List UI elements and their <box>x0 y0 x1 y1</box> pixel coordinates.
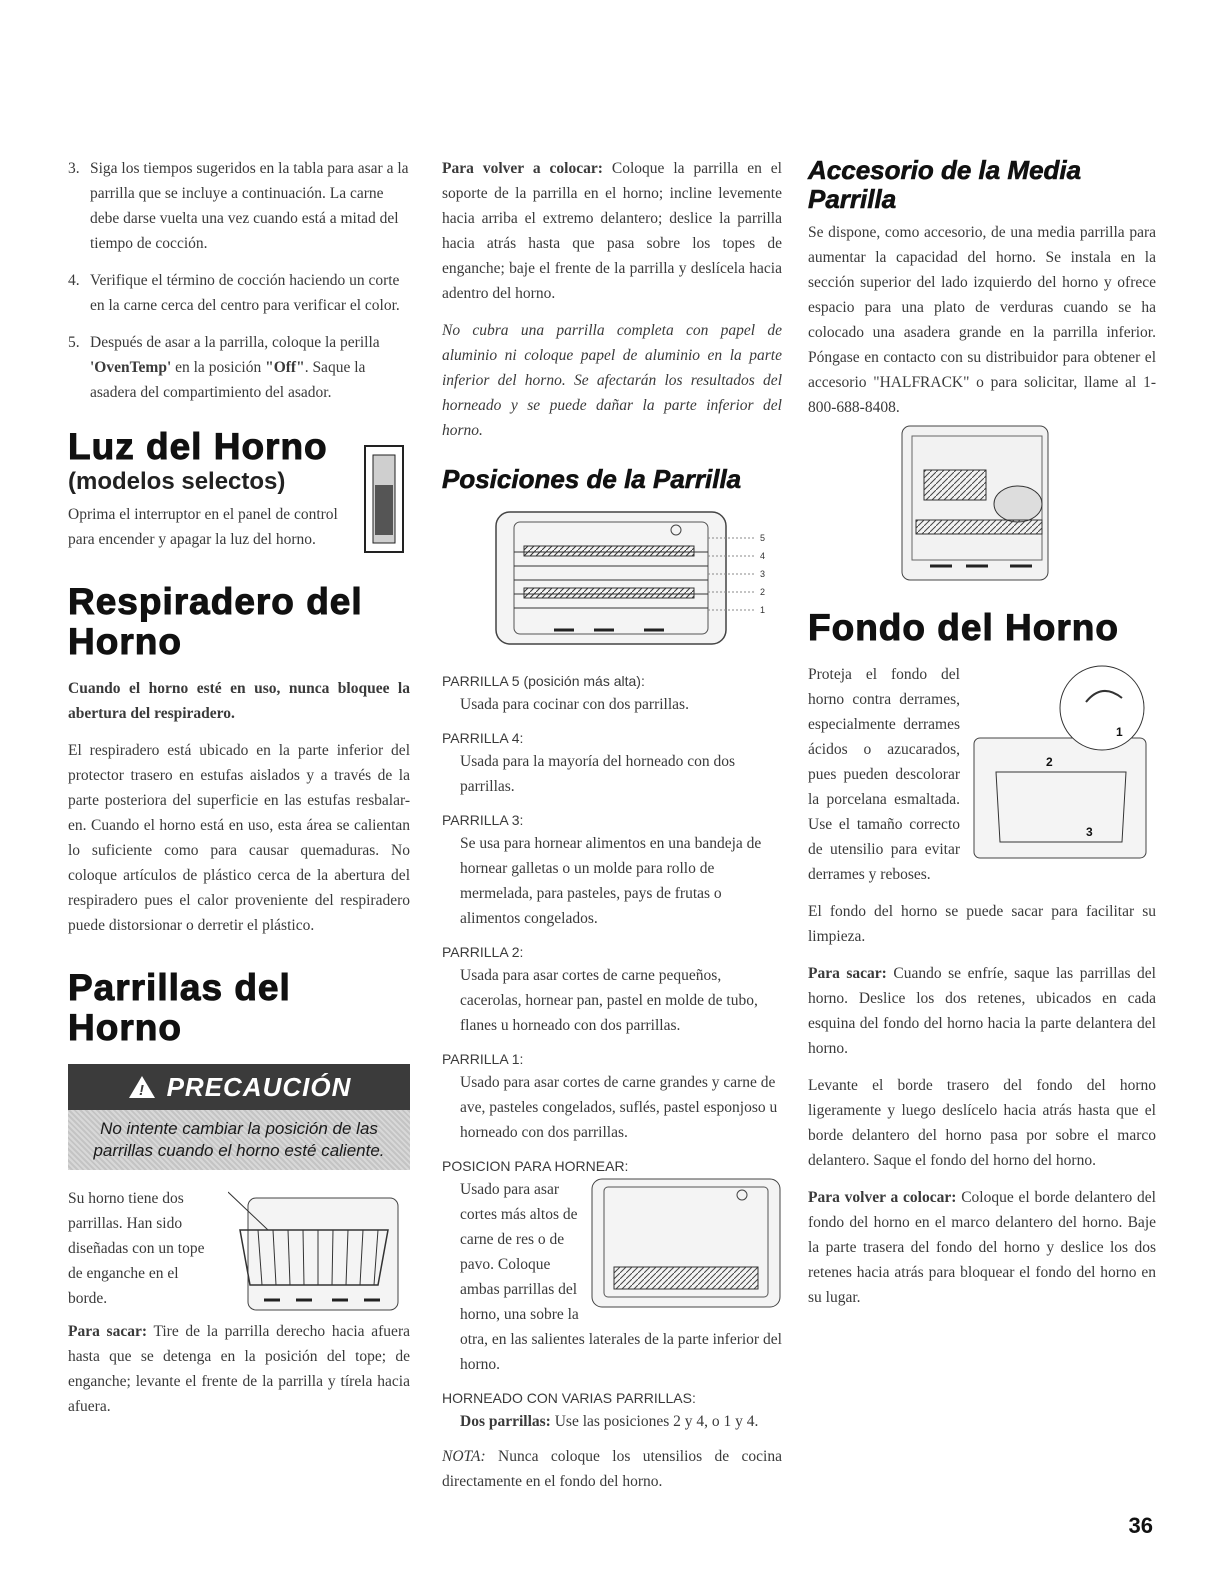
light-switch-icon <box>364 445 404 553</box>
callout-2: 2 <box>1046 755 1053 769</box>
step-number: 4. <box>68 272 80 289</box>
respiradero-lead: Cuando el horno esté en uso, nunca bloquee la abertura del respiradero. <box>68 680 410 722</box>
posiciones-title: Posiciones de la Parrilla <box>442 464 742 494</box>
foil-warning: No cubra una parrilla completa con papel de aluminio ni coloque papel de aluminio en la parte inferior del horno. Se afectarán los resultados del horneado y se puede dañar la parte inferior del horno. <box>442 322 782 439</box>
rack-position-4: 4 <box>760 551 766 561</box>
nota-paragraph: NOTA: Nunca coloque los utensilios de cocina directamente en el fondo del horno. <box>442 1448 782 1490</box>
respiradero-section <box>68 582 410 938</box>
rack-label: PARRILLA 3: <box>442 812 524 828</box>
fondo-intro <box>808 662 1156 887</box>
step-4 <box>68 268 410 318</box>
sacar-text: Tire de la parrilla derecho hacia afuera hasta que se detenga en la posición del tope; de enganche; levante el frente de la parrilla y tírela hacia afuera. <box>68 1323 410 1415</box>
rack-positions-illustration <box>494 508 794 648</box>
step-number: 3. <box>68 160 80 177</box>
half-rack-illustration <box>900 424 1050 582</box>
media-parrilla-body: Se dispone, como accesorio, de una media parrilla para aumentar la capacidad del horno. Se instala en la sección superior del lado izquierdo del horno y ofrece espacio para una plato de verduras cuando se ha colocado una asadera grande en la parrilla inferior. Póngase en contacto con su distribuidor para obtener el accesorio "HALFRACK" o para solicitar, llame al 1-800-688-8408. <box>808 224 1156 416</box>
rack-position-5: 5 <box>760 533 766 543</box>
luz-title: Luz del Horno <box>68 426 328 467</box>
fondo-sacar: Para sacar: Cuando se enfríe, saque las parrillas del horno. Deslice los dos retenes, ubicados en cada esquina del fondo del horno hacia la parte delantera del horno. <box>808 965 1156 1057</box>
hornear-text: Usado para asar cortes más altos de carne de res o de pavo. Coloque ambas parrillas del horno, una sobre la otra, en las salientes laterales de la parte inferior del horno. <box>460 1181 782 1373</box>
callout-3: 3 <box>1086 825 1093 839</box>
hornear-label: POSICION PARA HORNEAR: <box>442 1158 629 1174</box>
media-parrilla-title: Accesorio de la Media Parrilla <box>808 155 1082 214</box>
column-2 <box>442 156 782 1506</box>
rack-position-1: 1 <box>760 605 766 615</box>
rack-intro <box>68 1186 410 1323</box>
caution-label: PRECAUCIÓN <box>166 1071 352 1102</box>
luz-section <box>68 427 410 552</box>
rack-position-2: 2 <box>760 587 766 597</box>
svg-text:!: ! <box>138 1082 145 1099</box>
step-text: Siga los tiempos sugeridos en la tabla para asar a la parrilla que se incluye a continuación. La carne debe darse vuelta una vez cuando está a mitad del tiempo de cocción. <box>90 160 409 252</box>
parrillas-title: Parrillas del Horno <box>68 967 291 1048</box>
step-text: Después de asar a la parrilla, coloque la perilla 'OvenTemp' en la posición "Off". Saque la asadera del compartimiento del asador. <box>90 334 380 401</box>
oven-rack-illustration <box>228 1190 408 1315</box>
column-3 <box>808 156 1156 1322</box>
rack-label: PARRILLA 2: <box>442 944 524 960</box>
dos-parrillas: Dos parrillas: Use las posiciones 2 y 4, o 1 y 4. <box>460 1413 759 1430</box>
column-1 <box>68 156 410 1431</box>
volver-paragraph: Para volver a colocar: Coloque la parrilla en el soporte de la parrilla en el horno; incline levemente hacia arriba el extremo delantero; deslice la parrilla hacia atrás hasta que pasa sobre los topes de enganche; baje el frente de la parrilla y deslícela hacia adentro del horno. <box>442 160 782 302</box>
rack-label: PARRILLA 4: <box>442 730 524 746</box>
rack-label: PARRILLA 1: <box>442 1051 524 1067</box>
rack-text: Usada para la mayoría del horneado con dos parrillas. <box>460 753 736 795</box>
rack-text: Usada para cocinar con dos parrillas. <box>460 696 689 713</box>
rack-text: Usada para asar cortes de carne pequeños, cacerolas, hornear pan, pastel en molde de tubo, flanes u horneado con dos parrillas. <box>460 967 758 1034</box>
parrillas-section <box>68 968 410 1419</box>
caution-header <box>68 1064 410 1110</box>
warning-icon <box>127 1074 157 1100</box>
page-number: 36 <box>1128 1513 1153 1538</box>
callout-1: 1 <box>1116 725 1123 739</box>
rack-text: Usado para asar cortes de carne grandes y carne de ave, pasteles congelados, suflés, pastel esponjoso u horneado con dos parrillas. <box>460 1074 778 1141</box>
rack-intro-text: Su horno tiene dos parrillas. Han sido diseñadas con un tope de enganche en el borde. <box>68 1190 205 1307</box>
sacar-paragraph <box>68 1319 410 1419</box>
hornear-block <box>442 1177 782 1377</box>
respiradero-title: Respiradero del Horno <box>68 581 363 662</box>
luz-body: Oprima el interruptor en el panel de control para encender y apagar la luz del horno. <box>68 506 338 548</box>
rack-position-3: 3 <box>760 569 766 579</box>
fondo-p2: El fondo del horno se puede sacar para facilitar su limpieza. <box>808 903 1156 945</box>
fondo-title: Fondo del Horno <box>808 607 1119 648</box>
step-3 <box>68 156 410 256</box>
step-5 <box>68 330 410 405</box>
rack-list <box>442 670 782 1145</box>
respiradero-body: El respiradero está ubicado en la parte inferior del protector trasero en estufas aislados y a través de la parte posteriora del superficie en las estufas resbalar-en. Cuando el horno está en uso, esta área se calientan lo suficiente como para causar quemaduras. No coloque artículos de plástico cerca de la abertura del respiradero pues el calor proveniente del respiradero puede distorsionar o derretir el plástico. <box>68 742 410 934</box>
rack-text: Se usa para hornear alimentos en una bandeja de hornear galletas o un molde para rollo de mermelada, para pasteles, pays de frutas o alimentos congelados. <box>460 835 762 927</box>
step-text: Verifique el término de cocción haciendo un corte en la carne cerca del centro para verificar el color. <box>90 272 400 314</box>
caution-text: No intente cambiar la posición de las parrillas cuando el horno esté caliente. <box>68 1110 410 1170</box>
sacar-label: Para sacar: <box>68 1323 148 1340</box>
step-number: 5. <box>68 334 80 351</box>
oven-bottom-illustration <box>966 662 1156 872</box>
bake-position-illustration <box>590 1177 782 1309</box>
varias-label: HORNEADO CON VARIAS PARRILLAS: <box>442 1390 696 1406</box>
rack-label: PARRILLA 5 (posición más alta): <box>442 673 645 689</box>
fondo-p1: Proteja el fondo del horno contra derrames, especialmente derrames ácidos o azucarados, pues pueden descolorar la porcelana esmaltada. Use el tamaño correcto de utensilio para evitar derrames y reboses. <box>808 666 960 883</box>
caution-box <box>68 1064 410 1170</box>
fondo-p4: Levante el borde trasero del fondo del horno ligeramente y luego deslícelo hacia atrás hasta que el borde delantero del horno pasa por sobre el marco delantero. Saque el fondo del horno del horno. <box>808 1077 1156 1169</box>
luz-subtitle: (modelos selectos) <box>68 468 286 495</box>
fondo-volver: Para volver a colocar: Coloque el borde delantero del fondo del horno en el marco delantero del horno. Baje la parte trasera del fondo del horno y deslice los dos retenes hacia atrás para bloquear el fondo del horno en su lugar. <box>808 1189 1156 1306</box>
